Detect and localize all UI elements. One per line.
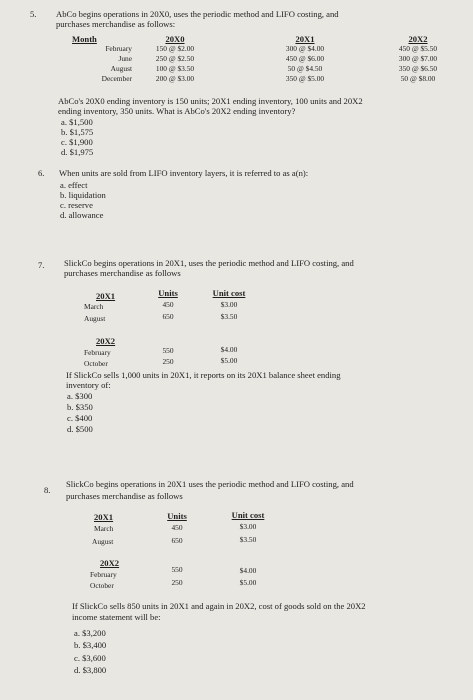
q7-row-units: 550 xyxy=(162,346,174,355)
q5-row-20x2: 300 @ $7.00 xyxy=(398,54,438,63)
q8-row-month: February xyxy=(90,570,117,579)
q5-number: 5. xyxy=(30,9,37,19)
q8-row-month: August xyxy=(92,537,114,546)
q8-row-units: 250 xyxy=(171,578,183,587)
q7-row-units: 650 xyxy=(162,312,174,321)
q7-year-20x2: 20X2 xyxy=(96,336,116,346)
q6-option-c: c. reserve xyxy=(60,200,93,210)
q5-row-20x0: 150 @ $2.00 xyxy=(155,44,195,53)
q7-row-cost: $4.00 xyxy=(220,345,238,354)
q5-intro-line-1: AbCo begins operations in 20X0, uses the periodic method and LIFO costing, and xyxy=(56,9,339,19)
q5-stem-line-1: AbCo's 20X0 ending inventory is 150 units; 20X1 ending inventory, 100 units and 20X2 xyxy=(58,96,363,106)
q8-stem-line-2: income statement will be: xyxy=(72,612,161,622)
q8-col-unit-cost: Unit cost xyxy=(231,510,265,520)
q8-intro-line-1: SlickCo begins operations in 20X1 uses the periodic method and LIFO costing, and xyxy=(66,479,354,489)
q5-row-20x1: 350 @ $5.00 xyxy=(285,74,325,83)
q6-option-b: b. liquidation xyxy=(60,190,106,200)
q5-stem-line-2: ending inventory, 350 units. What is AbCo's 20X2 ending inventory? xyxy=(58,106,296,116)
q6-number: 6. xyxy=(38,168,45,178)
q5-row-month: February xyxy=(105,44,132,53)
q8-row-cost: $3.50 xyxy=(239,535,257,544)
q6-option-d: d. allowance xyxy=(60,210,104,220)
q5-row-20x1: 300 @ $4.00 xyxy=(285,44,325,53)
q7-row-month: March xyxy=(84,302,104,311)
q5-row-20x0: 200 @ $3.00 xyxy=(155,74,195,83)
q8-option-d: d. $3,800 xyxy=(74,665,107,675)
q7-stem-line-2: inventory of: xyxy=(66,380,111,390)
q8-row-month: March xyxy=(94,524,114,533)
q5-row-20x0: 100 @ $3.50 xyxy=(155,64,195,73)
q8-row-units: 550 xyxy=(171,565,183,574)
q8-stem-line-1: If SlickCo sells 850 units in 20X1 and again in 20X2, cost of goods sold on the 20X2 xyxy=(72,601,366,611)
q7-row-cost: $3.50 xyxy=(220,312,238,321)
q5-row-20x0: 250 @ $2.50 xyxy=(155,54,195,63)
q8-intro-line-2: purchases merchandise as follows xyxy=(66,491,183,501)
q7-row-units: 250 xyxy=(162,357,174,366)
q8-number: 8. xyxy=(44,485,51,495)
q8-option-b: b. $3,400 xyxy=(74,640,107,650)
q5-row-20x2: 450 @ $5.50 xyxy=(398,44,438,53)
q8-year-20x1: 20X1 xyxy=(94,512,114,522)
q5-row-20x1: 450 @ $6.00 xyxy=(285,54,325,63)
q7-option-b: b. $350 xyxy=(67,402,93,412)
q5-header-20x1: 20X1 xyxy=(295,34,315,44)
q7-row-month: October xyxy=(84,359,108,368)
q7-row-month: February xyxy=(84,348,111,357)
q7-year-20x1: 20X1 xyxy=(96,291,116,301)
q7-row-cost: $5.00 xyxy=(220,356,238,365)
q7-option-a: a. $300 xyxy=(67,391,93,401)
q8-row-month: October xyxy=(90,581,114,590)
q7-intro-line-2: purchases merchandise as follows xyxy=(64,268,181,278)
q5-row-20x2: 350 @ $6.50 xyxy=(398,64,438,73)
q7-row-month: August xyxy=(84,314,106,323)
q7-col-units: Units xyxy=(158,288,178,298)
q5-row-20x2: 50 @ $8.00 xyxy=(400,74,436,83)
q5-option-d: d. $1,975 xyxy=(61,147,94,157)
q7-row-units: 450 xyxy=(162,300,174,309)
q7-stem-line-1: If SlickCo sells 1,000 units in 20X1, it reports on its 20X1 balance sheet ending xyxy=(66,370,341,380)
q6-stem: When units are sold from LIFO inventory layers, it is referred to as a(n): xyxy=(59,168,309,178)
q7-col-unit-cost: Unit cost xyxy=(212,288,246,298)
q5-header-20x0: 20X0 xyxy=(165,34,185,44)
q5-option-c: c. $1,900 xyxy=(61,137,93,147)
q5-row-20x1: 50 @ $4.50 xyxy=(287,64,323,73)
q8-option-c: c. $3,600 xyxy=(74,653,106,663)
q6-option-a: a. effect xyxy=(60,180,88,190)
q8-year-20x2: 20X2 xyxy=(100,558,120,568)
q8-col-units: Units xyxy=(167,511,187,521)
q7-number: 7. xyxy=(38,260,45,270)
q5-header-20x2: 20X2 xyxy=(408,34,428,44)
q8-row-cost: $5.00 xyxy=(239,578,257,587)
q8-option-a: a. $3,200 xyxy=(74,628,106,638)
q7-intro-line-1: SlickCo begins operations in 20X1, uses the periodic method and LIFO costing, and xyxy=(64,258,354,268)
q5-row-month: June xyxy=(118,54,132,63)
q8-row-units: 650 xyxy=(171,536,183,545)
q8-row-cost: $4.00 xyxy=(239,566,257,575)
q5-row-month: December xyxy=(101,74,132,83)
q7-option-c: c. $400 xyxy=(67,413,93,423)
q5-option-a: a. $1,500 xyxy=(61,117,93,127)
q8-row-cost: $3.00 xyxy=(239,522,257,531)
q5-row-month: August xyxy=(110,64,132,73)
q7-row-cost: $3.00 xyxy=(220,300,238,309)
q8-row-units: 450 xyxy=(171,523,183,532)
q5-option-b: b. $1,575 xyxy=(61,127,94,137)
q7-option-d: d. $500 xyxy=(67,424,93,434)
q5-header-month: Month xyxy=(72,34,97,44)
q5-intro-line-2: purchases merchandise as follows: xyxy=(56,19,176,29)
